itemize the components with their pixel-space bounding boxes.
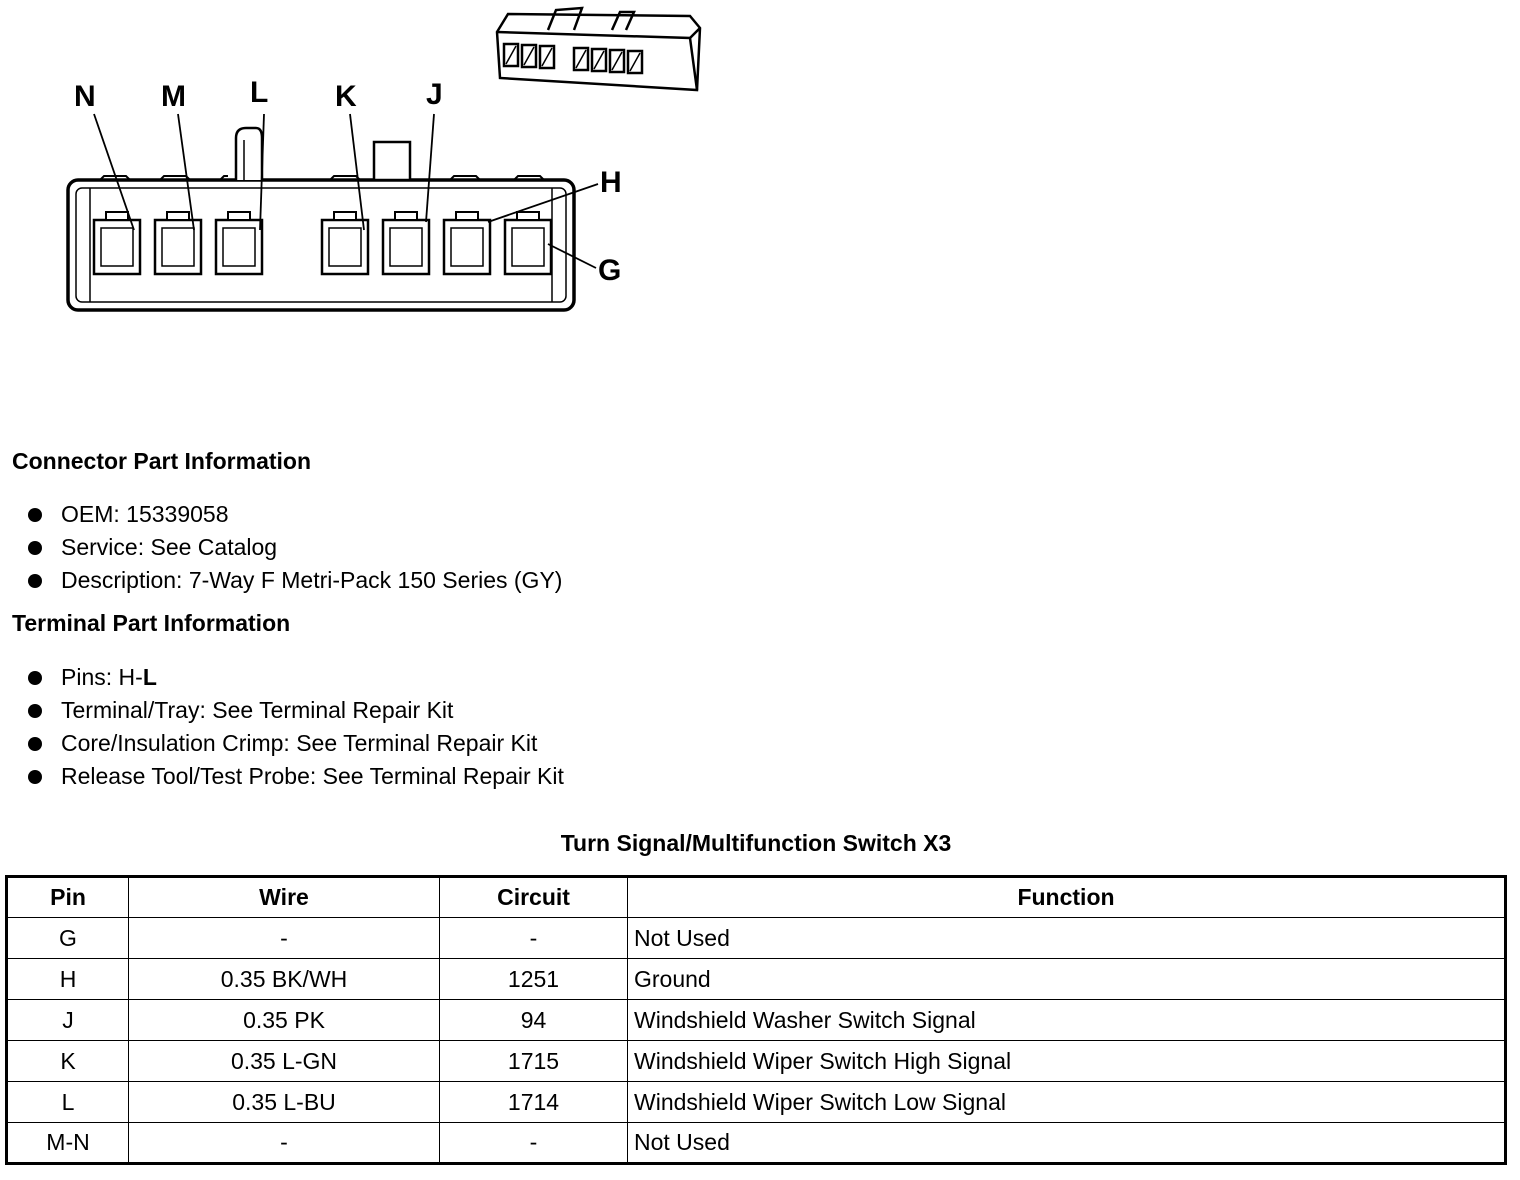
- cell-circuit: -: [440, 1123, 628, 1164]
- pin-label-n: N: [74, 80, 96, 113]
- cavity-l: [216, 212, 262, 274]
- table-header-row: [7, 877, 1506, 918]
- pin-label-g: G: [598, 254, 622, 287]
- cell-function: Not Used: [628, 1123, 1506, 1164]
- bullet-icon: [28, 508, 42, 522]
- cell-circuit: 94: [440, 1000, 628, 1041]
- cell-circuit: 1714: [440, 1082, 628, 1123]
- pin-label-j: J: [426, 78, 443, 111]
- item-value: See Catalog: [150, 534, 278, 560]
- table-row: [7, 918, 1506, 959]
- cell-pin: K: [7, 1041, 129, 1082]
- cavity-n: [94, 212, 140, 274]
- cell-pin: H: [7, 959, 129, 1000]
- cell-wire: -: [129, 1123, 440, 1164]
- bullet-icon: [28, 704, 42, 718]
- connector-diagram: [0, 0, 720, 330]
- column-header-circuit: Circuit: [440, 877, 628, 918]
- bullet-icon: [28, 541, 42, 555]
- list-item: [28, 498, 562, 531]
- terminal-info-title: Terminal Part Information: [12, 610, 291, 636]
- bullet-icon: [28, 574, 42, 588]
- list-item: [28, 760, 564, 793]
- table-row: [7, 1082, 1506, 1123]
- table-row: [7, 959, 1506, 1000]
- connector-info-title: Connector Part Information: [12, 448, 312, 474]
- list-item: [28, 564, 562, 597]
- pin-label-h: H: [600, 166, 622, 199]
- item-label: Core/Insulation Crimp:: [61, 730, 290, 756]
- item-label: Release Tool/Test Probe:: [61, 763, 317, 789]
- item-label: Description:: [61, 567, 183, 593]
- cavity-k: [322, 212, 368, 274]
- pin-label-m: M: [161, 80, 186, 113]
- item-value: 7-Way F Metri-Pack 150 Series (GY): [188, 567, 563, 593]
- cavity-j: [383, 212, 429, 274]
- item-label: Pins:: [61, 664, 113, 690]
- cell-circuit: 1251: [440, 959, 628, 1000]
- cell-wire: 0.35 L-BU: [129, 1082, 440, 1123]
- item-label: Terminal/Tray:: [61, 697, 206, 723]
- item-value-strong: L: [142, 664, 157, 690]
- item-value: See Terminal Repair Kit: [212, 697, 454, 723]
- connector-thumbnail: [497, 8, 700, 90]
- bullet-icon: [28, 737, 42, 751]
- terminal-info-list: [28, 661, 564, 793]
- pin-table: [5, 875, 1507, 1165]
- table-row: [7, 1123, 1506, 1164]
- pin-label-k: K: [335, 80, 357, 113]
- cell-circuit: -: [440, 918, 628, 959]
- table-row: [7, 1000, 1506, 1041]
- terminal-cavities: [94, 212, 551, 274]
- cell-function: Windshield Wiper Switch Low Signal: [628, 1082, 1506, 1123]
- list-item: [28, 661, 564, 694]
- cell-wire: 0.35 PK: [129, 1000, 440, 1041]
- cell-pin: L: [7, 1082, 129, 1123]
- item-label: Service:: [61, 534, 145, 560]
- cavity-h: [444, 212, 490, 274]
- table-title: Turn Signal/Multifunction Switch X3: [560, 830, 952, 856]
- list-item: [28, 694, 564, 727]
- column-header-wire: Wire: [129, 877, 440, 918]
- pin-label-l: L: [250, 76, 269, 109]
- cell-circuit: 1715: [440, 1041, 628, 1082]
- cell-function: Not Used: [628, 918, 1506, 959]
- column-header-function: Function: [628, 877, 1506, 918]
- column-header-pin: Pin: [7, 877, 129, 918]
- cell-function: Windshield Washer Switch Signal: [628, 1000, 1506, 1041]
- cavity-m: [155, 212, 201, 274]
- bullet-icon: [28, 671, 42, 685]
- cell-pin: M-N: [7, 1123, 129, 1164]
- cavity-g: [505, 212, 551, 274]
- cell-function: Ground: [628, 959, 1506, 1000]
- list-item: [28, 727, 564, 760]
- item-value: See Terminal Repair Kit: [296, 730, 538, 756]
- table-row: [7, 1041, 1506, 1082]
- cell-wire: 0.35 L-GN: [129, 1041, 440, 1082]
- item-value: 15339058: [126, 501, 229, 527]
- item-value-prefix: H-: [118, 664, 143, 690]
- cell-wire: 0.35 BK/WH: [129, 959, 440, 1000]
- connector-info-list: [28, 498, 562, 597]
- cell-pin: G: [7, 918, 129, 959]
- bullet-icon: [28, 770, 42, 784]
- cell-wire: -: [129, 918, 440, 959]
- cell-pin: J: [7, 1000, 129, 1041]
- item-label: OEM:: [61, 501, 120, 527]
- cell-function: Windshield Wiper Switch High Signal: [628, 1041, 1506, 1082]
- item-value: See Terminal Repair Kit: [322, 763, 564, 789]
- list-item: [28, 531, 562, 564]
